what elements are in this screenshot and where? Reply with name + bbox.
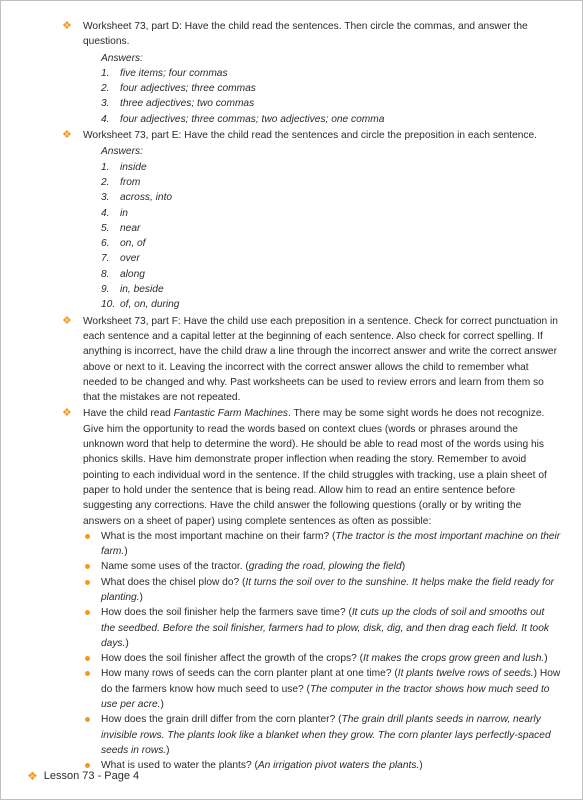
bullet-dot-icon [85, 610, 90, 615]
question-close: ) [544, 653, 548, 665]
answer-text: four adjectives; three commas; two adjectives; one comma [120, 113, 385, 125]
answer-item [101, 267, 561, 282]
diamond-bullet-icon: ❖ [27, 769, 38, 783]
answer-item [101, 251, 561, 266]
part-e-answers [101, 160, 561, 313]
question-item [83, 712, 561, 758]
bullet-dot-icon [85, 671, 90, 676]
section-part-f [62, 314, 561, 406]
answer-text: across, into [120, 192, 173, 204]
answer-text: It makes the crops grow green and lush. [363, 653, 545, 665]
question-close: ) [160, 699, 164, 711]
part-d-instruction: Worksheet 73, part D: Have the child read the sentences. Then circle the commas, and answer the questions. [83, 21, 528, 48]
answer-text: five items; four commas [120, 67, 228, 79]
answer-text: grading the road, plowing the field [248, 561, 402, 573]
question-text: Name some uses of the tractor. ( [101, 561, 249, 573]
answer-text: It turns the soil over to the sunshine. It helps make the field ready for planting. [101, 576, 555, 603]
answer-text: The tractor is the most important machine on their farm. [101, 530, 561, 558]
answer-number: 7. [101, 253, 110, 265]
answer-item [101, 66, 561, 81]
section-reading [62, 406, 561, 773]
reading-pre: Have the child read [83, 408, 174, 420]
question-text: How does the soil finisher help the farmers save time? ( [101, 607, 352, 619]
bullet-dot-icon [85, 564, 90, 569]
part-d-answers [101, 66, 561, 127]
answer-text: in [120, 207, 128, 219]
answer-number: 8. [101, 268, 110, 280]
answers-label: Answers: [101, 52, 143, 64]
question-item [83, 559, 561, 574]
diamond-bullet-icon: ❖ [62, 407, 72, 420]
answer-text: on, of [120, 238, 146, 250]
answer-number: 3. [101, 192, 110, 204]
page-footer [27, 769, 139, 783]
answer-number: 3. [101, 98, 110, 110]
question-close: ) [419, 760, 423, 772]
answer-item [101, 96, 561, 111]
answer-item [101, 175, 561, 190]
question-close: ) [166, 744, 170, 756]
answer-item [101, 221, 561, 236]
answer-number: 1. [101, 67, 110, 79]
question-item [83, 529, 561, 560]
footer-label: Lesson 73 - Page 4 [43, 770, 140, 782]
answer-number: 10. [101, 299, 116, 311]
answers-label: Answers: [101, 146, 143, 158]
question-text: How do the farmers know how much seed to use? ( [101, 668, 561, 695]
answer-number: 1. [101, 161, 110, 173]
reading-instruction [83, 406, 561, 528]
answer-item [101, 236, 561, 251]
bullet-dot-icon [85, 580, 90, 585]
answer-text: The computer in the tractor shows how much seed to use per acre. [101, 683, 550, 711]
question-text: How many rows of seeds can the corn planter plant at one time? ( [101, 668, 398, 680]
answer-text: four adjectives; three commas [120, 83, 256, 95]
answer-text: of, on, during [120, 299, 180, 311]
question-text: How does the grain drill differ from the corn planter? ( [101, 714, 342, 726]
question-item [83, 758, 561, 773]
answer-item [101, 282, 561, 297]
question-close: ) [533, 668, 540, 680]
answer-text: three adjectives; two commas [120, 98, 255, 110]
question-item [83, 575, 561, 606]
bullet-dot-icon [85, 763, 90, 768]
part-f-instruction: Worksheet 73, part F: Have the child use each preposition in a sentence. Check for correct punctuation in each sentence and a capital letter at the beginning of each sentence. Also check for correct spelling. If anything is incorrect, have the child draw a line through the incorrect answer and write the correct answer above or next to it. Leaving the incorrect with the correct answer allows the child to remember what needed to be changed and why. Past worksheets can be used to review errors and learn from them so that the mistakes are not repeated. [83, 315, 558, 404]
answer-item [101, 297, 561, 312]
answer-text: It cuts up the clods of soil and smooths out the seedbed. Before the soil finisher, farmers had to plow, disk, dig, and then drag each field. It took days. [101, 607, 549, 649]
diamond-bullet-icon: ❖ [62, 314, 72, 327]
answer-text: It plants twelve rows of seeds. [397, 668, 534, 680]
answer-item [101, 112, 561, 127]
question-close: ) [401, 561, 406, 573]
bullet-dot-icon [85, 534, 90, 539]
question-text: How does the soil finisher affect the growth of the crops? ( [101, 653, 363, 665]
answer-text: along [120, 268, 145, 280]
question-text: What is used to water the plants? ( [101, 760, 258, 772]
answer-text: inside [120, 161, 147, 173]
answer-number: 9. [101, 284, 110, 296]
question-item [83, 666, 561, 712]
answer-number: 4. [101, 207, 110, 219]
question-text: What does the chisel plow do? ( [101, 576, 246, 588]
question-text: What is the most important machine on their farm? ( [101, 530, 336, 542]
question-close: ) [139, 591, 143, 603]
section-part-d [62, 19, 561, 127]
answer-text: from [120, 176, 141, 188]
answer-number: 2. [101, 176, 110, 188]
section-part-e [62, 128, 561, 313]
bullet-dot-icon [85, 717, 90, 722]
part-e-instruction: Worksheet 73, part E: Have the child read the sentences and circle the preposition in each sentence. [83, 130, 537, 142]
answer-number: 5. [101, 222, 110, 234]
answer-text: in, beside [120, 284, 164, 296]
answer-text: An irrigation pivot waters the plants. [257, 760, 420, 772]
answer-item [101, 81, 561, 96]
page-content [61, 19, 561, 775]
question-close: ) [125, 637, 129, 649]
question-close: ) [124, 546, 128, 558]
answer-text: near [120, 222, 141, 234]
diamond-bullet-icon: ❖ [62, 20, 72, 32]
answer-number: 6. [101, 238, 110, 250]
question-item [83, 651, 561, 666]
diamond-bullet-icon: ❖ [62, 129, 72, 142]
answer-text: The grain drill plants seeds in narrow, nearly invisible rows. The plants look like a blanket when they grow. The corn planter lays perfectly-spaced seeds in rows. [101, 714, 551, 756]
bullet-dot-icon [85, 656, 90, 661]
answer-item [101, 206, 561, 221]
question-item [83, 605, 561, 651]
answer-number: 4. [101, 113, 110, 125]
answer-item [101, 190, 561, 205]
reading-post: . There may be some sight words he does not recognize. Give him the opportunity to read the words based on context clues (words or phrases around the unknown word that help to determine the word). He should be able to read most of the words using his phonics skills. Have him demonstrate proper inflection when reading the story. Remember to avoid pointing to each individual word in the sentence. If the child struggles with tracking, use a plain sheet of paper to hold under the sentence that is being read. Allow him to read an entire sentence before suggesting any corrections. Have the child answer the following questions (orally or by writing the answers on a sheet of paper) using complete sentences as often as possible: [83, 408, 547, 527]
reading-questions [83, 529, 561, 774]
answer-number: 2. [101, 83, 110, 95]
answer-text: over [120, 253, 140, 265]
book-title: Fantastic Farm Machines [173, 408, 288, 420]
answer-item [101, 160, 561, 175]
